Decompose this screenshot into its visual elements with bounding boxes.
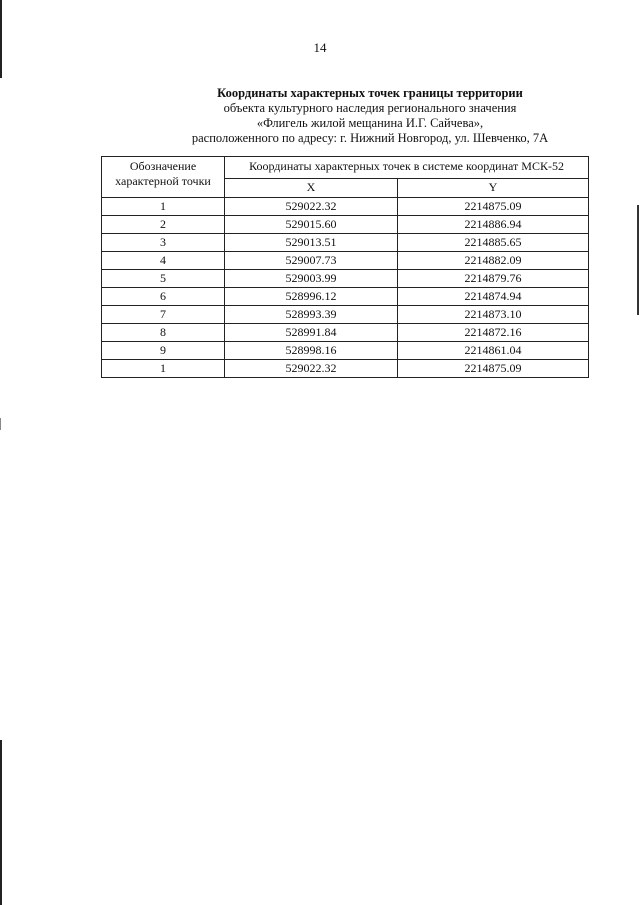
table-row xyxy=(102,270,589,288)
cell-y: 2214872.16 xyxy=(398,324,589,342)
cell-x: 528993.39 xyxy=(225,306,398,324)
cell-point: 5 xyxy=(102,270,225,288)
cell-y: 2214874.94 xyxy=(398,288,589,306)
table-row xyxy=(102,216,589,234)
cell-y: 2214873.10 xyxy=(398,306,589,324)
cell-point: 1 xyxy=(102,198,225,216)
scan-edge-left-top xyxy=(0,0,2,78)
cell-point: 9 xyxy=(102,342,225,360)
header-y: Y xyxy=(398,178,589,197)
heading-line-3: «Флигель жилой мещанина И.Г. Сайчева», xyxy=(256,116,484,130)
table-row xyxy=(102,360,589,378)
cell-x: 529015.60 xyxy=(225,216,398,234)
table-body xyxy=(102,198,589,378)
cell-y: 2214875.09 xyxy=(398,198,589,216)
cell-point: 1 xyxy=(102,360,225,378)
cell-y: 2214882.09 xyxy=(398,252,589,270)
table-row xyxy=(102,234,589,252)
cell-point: 6 xyxy=(102,288,225,306)
cell-point: 2 xyxy=(102,216,225,234)
header-coordinate-system: Координаты характерных точек в системе координат МСК-52 xyxy=(225,157,589,179)
table-row xyxy=(102,252,589,270)
table-header xyxy=(102,157,589,198)
document-title: Координаты характерных точек границы территории xyxy=(217,86,523,100)
table-row xyxy=(102,324,589,342)
table-row xyxy=(102,288,589,306)
cell-point: 3 xyxy=(102,234,225,252)
cell-y: 2214875.09 xyxy=(398,360,589,378)
scan-edge-left-bottom xyxy=(0,740,2,905)
header-x: X xyxy=(225,178,398,197)
document-heading xyxy=(30,86,640,146)
scan-edge-left-mid xyxy=(0,418,1,430)
cell-x: 528996.12 xyxy=(225,288,398,306)
cell-x: 529022.32 xyxy=(225,360,398,378)
cell-y: 2214885.65 xyxy=(398,234,589,252)
cell-x: 529003.99 xyxy=(225,270,398,288)
cell-y: 2214879.76 xyxy=(398,270,589,288)
cell-y: 2214861.04 xyxy=(398,342,589,360)
cell-x: 529007.73 xyxy=(225,252,398,270)
scan-edge-right xyxy=(637,205,639,315)
table-row xyxy=(102,306,589,324)
table-row xyxy=(102,198,589,216)
cell-point: 4 xyxy=(102,252,225,270)
heading-line-2: объекта культурного наследия регионального значения xyxy=(223,101,517,115)
cell-x: 529013.51 xyxy=(225,234,398,252)
page-number: 14 xyxy=(313,40,327,55)
coordinates-table xyxy=(101,156,589,378)
cell-x: 529022.32 xyxy=(225,198,398,216)
header-point-designation: Обозначение характерной точки xyxy=(102,157,225,198)
heading-line-4: расположенного по адресу: г. Нижний Новгород, ул. Шевченко, 7А xyxy=(191,131,549,145)
cell-x: 528991.84 xyxy=(225,324,398,342)
cell-x: 528998.16 xyxy=(225,342,398,360)
cell-point: 8 xyxy=(102,324,225,342)
cell-y: 2214886.94 xyxy=(398,216,589,234)
cell-point: 7 xyxy=(102,306,225,324)
table-row xyxy=(102,342,589,360)
